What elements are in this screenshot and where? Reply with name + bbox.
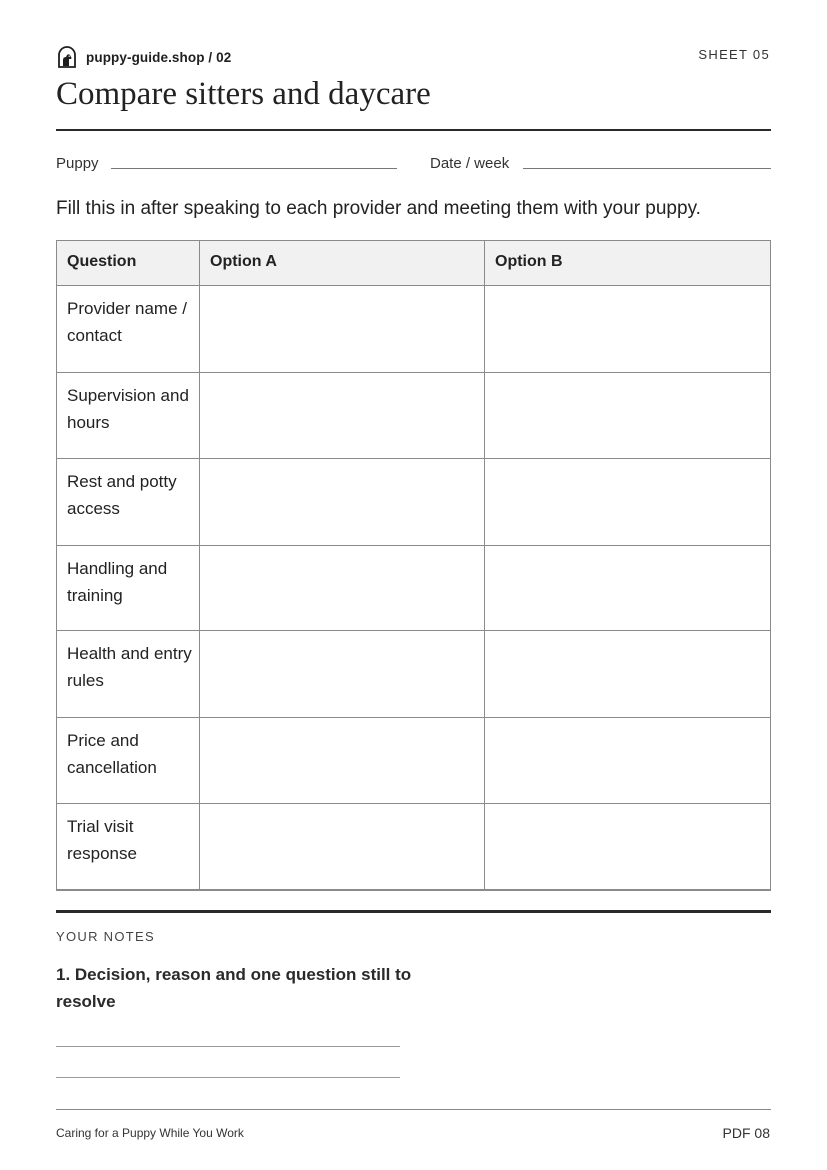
table-row	[57, 286, 770, 373]
date-week-field[interactable]	[523, 168, 771, 169]
column-divider	[199, 241, 200, 890]
table-row	[57, 373, 770, 459]
puppy-label: Puppy	[56, 155, 99, 172]
notes-write-line[interactable]	[56, 1077, 400, 1078]
option-a-cell[interactable]	[200, 718, 485, 803]
question-cell: Provider name / contact	[67, 299, 187, 345]
dog-icon	[56, 46, 78, 68]
comparison-table	[56, 240, 771, 891]
table-row	[57, 804, 770, 890]
question-cell: Health and entry rules	[67, 644, 192, 690]
intro-text: Fill this in after speaking to each provider and meeting them with your puppy.	[56, 198, 701, 219]
table-row	[57, 631, 770, 718]
footer-page-label: PDF 08	[722, 1125, 770, 1141]
notes-heading: YOUR NOTES	[56, 929, 155, 944]
option-a-cell[interactable]	[200, 459, 485, 545]
brand	[56, 45, 231, 69]
question-cell: Trial visit response	[67, 817, 137, 863]
notes-divider	[56, 910, 771, 913]
date-week-label: Date / week	[430, 155, 510, 172]
question-cell: Handling and training	[67, 559, 168, 605]
option-a-cell[interactable]	[200, 631, 485, 717]
header-option-a: Option A	[210, 253, 277, 270]
table-row	[57, 718, 770, 804]
notes-write-line[interactable]	[56, 1046, 400, 1047]
option-a-cell[interactable]	[200, 373, 485, 458]
header-question: Question	[67, 253, 137, 270]
option-b-cell[interactable]	[485, 804, 770, 889]
footer-guide-title: Caring for a Puppy While You Work	[56, 1126, 244, 1140]
brand-name: puppy-guide.shop / 02	[86, 49, 232, 65]
option-b-cell[interactable]	[485, 459, 770, 545]
question-cell: Price and cancellation	[67, 731, 157, 777]
option-a-cell[interactable]	[200, 804, 485, 889]
option-b-cell[interactable]	[485, 631, 770, 717]
option-b-cell[interactable]	[485, 718, 770, 803]
question-cell: Supervision and hours	[67, 386, 189, 432]
header-option-b: Option B	[495, 253, 563, 270]
footer-divider	[56, 1109, 771, 1110]
table-row	[57, 546, 770, 631]
option-a-cell[interactable]	[200, 286, 485, 372]
table-row	[57, 459, 770, 546]
question-cell: Rest and potty access	[67, 472, 177, 518]
sheet-number: SHEET 05	[698, 47, 770, 62]
puppy-field[interactable]	[111, 168, 397, 169]
table-header	[57, 241, 770, 286]
option-b-cell[interactable]	[485, 286, 770, 372]
notes-prompt: 1. Decision, reason and one question still to resolve	[56, 965, 412, 1011]
column-divider	[484, 241, 485, 890]
option-a-cell[interactable]	[200, 546, 485, 630]
title-divider	[56, 129, 771, 131]
page-title: Compare sitters and daycare	[56, 76, 431, 112]
option-b-cell[interactable]	[485, 373, 770, 458]
option-b-cell[interactable]	[485, 546, 770, 630]
